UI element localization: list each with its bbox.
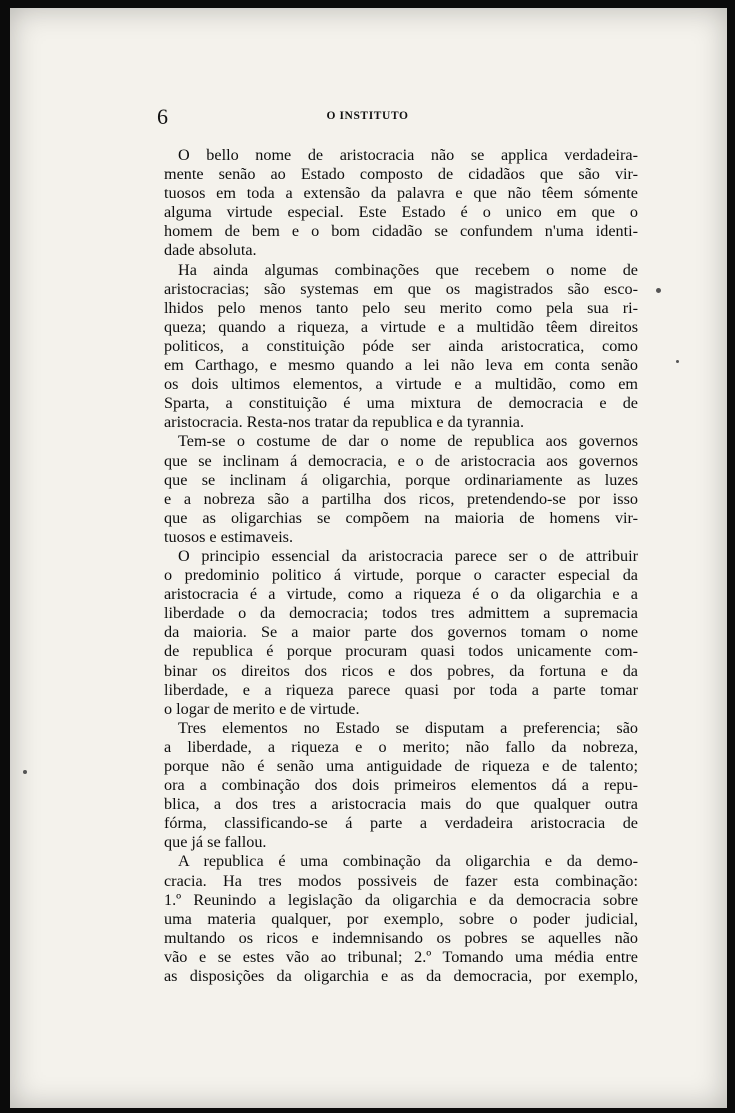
text-line: uma materia qualquer, por exemplo, sobre o poder judicial, [164, 909, 638, 928]
text-line: multando os ricos e indemnisando os pobres se aquelles não [164, 928, 638, 947]
text-line: o predominio politico á virtude, porque o caracter especial da [164, 566, 638, 585]
text-line: aristocracia é a virtude, como a riqueza é o da oligarchia e a [164, 585, 638, 604]
text-line: O principio essencial da aristocracia parece ser o de attribuir [178, 546, 638, 565]
text-line: de republica é porque procuram quasi todos unicamente com- [164, 642, 638, 661]
text-line: binar os direitos dos ricos e dos pobres, da fortuna e da [164, 661, 638, 680]
text-line: os dois ultimos elementos, a virtude e a multidão, como em [164, 375, 638, 394]
running-title: O INSTITUTO [326, 110, 409, 122]
text-line: Ha ainda algumas combinações que recebem o nome de [178, 260, 638, 279]
text-line: Sparta, a constituição é uma mixtura de democracia e de [164, 394, 638, 413]
text-line: Tem-se o costume de dar o nome de republica aos governos [178, 432, 638, 451]
text-line: blica, a dos tres a aristocracia mais do que qualquer outra [164, 795, 638, 814]
text-line: Tres elementos no Estado se disputam a preferencia; são [178, 718, 638, 737]
text-line: O bello nome de aristocracia não se applica verdadeira- [178, 146, 638, 164]
text-line: dade absoluta. [164, 241, 257, 260]
text-line: que já se fallou. [164, 833, 267, 852]
text-line: que se inclinam á oligarchia, porque ordinariamente as luzes [164, 470, 638, 489]
page-number: 6 [157, 104, 168, 129]
text-line: mente senão ao Estado composto de cidadãos que são vir- [164, 165, 638, 184]
text-line: liberdade o da democracia; todos tres admittem a supremacia [164, 604, 638, 623]
text-line: a liberdade, a riqueza e o merito; não fallo da nobreza, [164, 737, 638, 756]
text-line: cracia. Ha tres modos possiveis de fazer esta combinação: [164, 871, 638, 890]
text-line: e a nobreza são a partilha dos ricos, pretendendo-se por isso [164, 489, 638, 508]
scan-speck [676, 360, 679, 363]
body-text [164, 146, 638, 986]
text-line: alguma virtude especial. Este Estado é o unico em que o [164, 203, 638, 222]
text-line: da maioria. Se a maior parte dos governos tomam o nome [164, 623, 638, 642]
text-line: ora a combinação dos dois primeiros elementos dá a repu- [164, 776, 638, 795]
text-line: A republica é uma combinação da oligarchia e da demo- [178, 852, 638, 871]
scan-speck [656, 288, 661, 293]
text-line: fórma, classificando-se á parte a verdadeira aristocracia de [164, 814, 638, 833]
text-line: liberdade, e a riqueza parece quasi por toda a parte tomar [164, 680, 638, 699]
text-line: tuosos e estimaveis. [164, 527, 294, 546]
text-line: aristocracia. Resta-nos tratar da republica e da tyrannia. [164, 413, 524, 432]
text-line: porque não é senão uma antiguidade de riqueza e de talento; [164, 757, 638, 775]
text-line: que se inclinam á democracia, e o de aristocracia aos governos [164, 451, 638, 470]
text-line: 1.º Reunindo a legislação da oligarchia e da democracia sobre [164, 890, 638, 909]
text-line: vão e se estes vão ao tribunal; 2.º Tomando uma média entre [164, 947, 638, 966]
text-line: politicos, a constituição póde ser ainda aristocratica, como [164, 336, 638, 355]
text-line: o logar de merito e de virtude. [164, 699, 360, 718]
text-line: lhidos pelo menos tanto pelo seu merito como pela sua ri- [164, 298, 638, 317]
text-line: tuosos em toda a extensão da palavra e que não têem sómente [164, 184, 638, 203]
text-line: aristocracias; são systemas em que os magistrados são esco- [164, 279, 638, 298]
text-line: em Carthago, e mesmo quando a lei não leva em conta senão [164, 356, 638, 375]
text-line: que as oligarchias se compõem na maioria de homens vir- [164, 508, 638, 527]
text-line: homem de bem e o bom cidadão se confundem n'uma identi- [164, 222, 638, 241]
text-line: as disposições da oligarchia e as da democracia, por exemplo, [164, 967, 638, 986]
text-line: queza; quando a riqueza, a virtude e a multidão têem direitos [164, 317, 638, 336]
scan-speck [23, 770, 27, 774]
